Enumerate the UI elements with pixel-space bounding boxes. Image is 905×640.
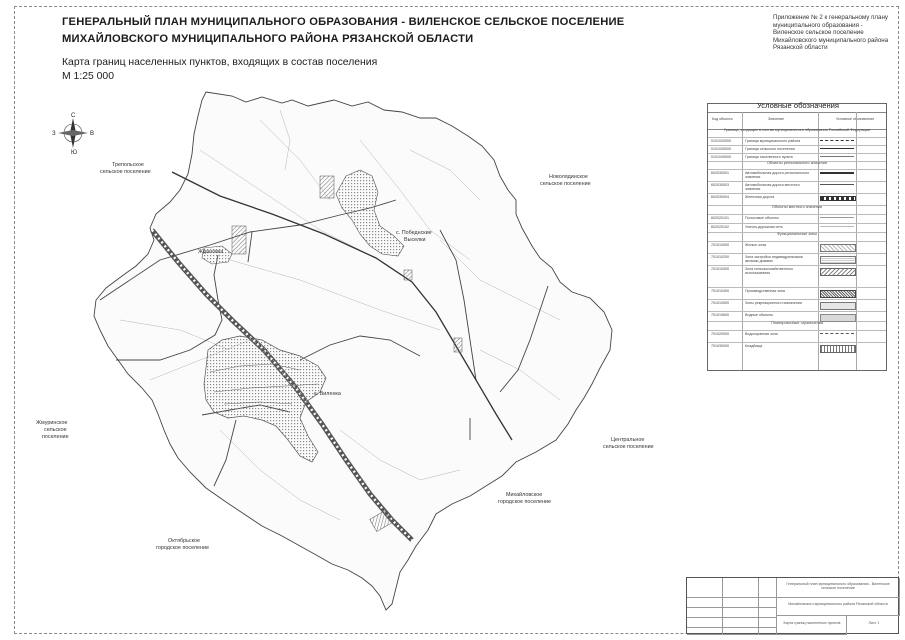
stamp-sheet-title-cell (777, 616, 847, 635)
compass-north: С (71, 113, 76, 119)
legend-code: 0101030000 (711, 147, 731, 151)
legend-symbol-production (820, 290, 856, 298)
legend-symbol-agricultural (820, 268, 856, 276)
label-vilenka: с. Виленка (314, 391, 341, 397)
legend-code: 701020000 (711, 332, 729, 336)
legend-header-name: Значение (768, 117, 784, 121)
legend-name: Полосовые объекты (745, 216, 779, 220)
legend-section-title: Планировочные ограничения (708, 321, 886, 331)
legend-header-code: Код объекта (712, 117, 733, 121)
label-tsentralnoe-1: Центральное (611, 437, 645, 443)
stamp-line-2: Михайловского муниципального района Рязанской области (788, 602, 888, 606)
legend-section-title: Функциональные зоны (708, 232, 886, 242)
legend-name: Жилые зоны (745, 243, 767, 247)
legend-symbol-local-road (820, 184, 854, 190)
label-zhmurinskoe-1: Жмуринское (36, 420, 68, 426)
stamp-name-cell (777, 598, 900, 616)
appendix-line: Виленское сельское поселение (773, 29, 864, 37)
map-title: Карта границ населенных пунктов, входящих в состав поселения (62, 57, 378, 68)
legend-name: Граница населенного пункта (745, 155, 793, 159)
legend-symbol-recreation (820, 302, 856, 310)
compass-west: З (52, 131, 56, 137)
stamp-grid-row (687, 598, 777, 608)
legend-name: Водоохранная зона (745, 332, 778, 336)
stamp-line-1: Генеральный план муниципального образования - Виленское сельское поселение (786, 582, 890, 590)
label-mikhailovskoe-2: городское поселение (498, 499, 552, 505)
label-tsentralnoe-2: сельское поселение (603, 444, 654, 450)
label-zhmurinskoe-2: сельское (44, 427, 67, 433)
legend-code: 701010400 (711, 289, 729, 293)
stamp-sheet-number: Лист 1 (868, 621, 880, 625)
industrial-zone-east (454, 338, 462, 352)
label-novolednevskoe-1: Новолядинское (549, 174, 588, 180)
compass-south: Ю (71, 150, 78, 156)
map-scale: М 1:25 000 (62, 71, 114, 82)
compass-east: В (90, 131, 95, 137)
legend-name: Зоны рекреационного назначения (745, 301, 802, 305)
stamp-grid-row (687, 618, 777, 628)
label-mikhailovskoe-1: Михайловское (506, 492, 543, 498)
legend-code: 0101040000 (711, 155, 731, 159)
appendix-line: Приложение № 2 к генеральному плану (773, 14, 888, 21)
legend-code: 602020101 (711, 216, 729, 220)
label-oktyabrskoe-1: Октябрьское (168, 538, 201, 544)
label-trepolskoe-1: Трепольское (112, 162, 144, 168)
legend-name: Водные объекты (745, 313, 774, 317)
industrial-zone-pobedinskie (320, 176, 334, 198)
legend-symbol-cemetery (820, 345, 856, 353)
legend-code: 701010500 (711, 301, 729, 305)
label-oktyabrskoe-2: городское поселение (156, 545, 210, 551)
legend-section-title: Объекты регионального значения (708, 161, 886, 170)
stamp-grid-col (705, 578, 723, 635)
legend-name: Кладбища (745, 344, 763, 348)
legend-name: Улично-дорожная сеть (745, 225, 783, 229)
label-zhdanovka: Ждановка (198, 249, 224, 255)
legend-code: 602030001 (711, 171, 729, 175)
legend-name: Производственная зона (745, 289, 785, 293)
legend-name: Автомобильная дорога регионального значения (745, 171, 810, 180)
legend-name: Автомобильная дорога местного значения (745, 183, 800, 192)
legend-code: 701010200 (711, 255, 729, 259)
legend-code: 701010000 (711, 243, 729, 247)
legend-symbol-residential (820, 244, 856, 252)
compass-rose-icon (52, 113, 94, 156)
stamp-line-3: Карта границ населенных пунктов (783, 621, 841, 625)
legend-symbol-water-protection (820, 333, 854, 339)
legend-section-title: Граница, входящих в состав муниципального образования Российской Федерации (708, 128, 886, 138)
stamp-grid-row (687, 608, 777, 618)
legend-code: 701010300 (711, 267, 729, 271)
stamp-grid-row (687, 588, 777, 598)
settlement-boundary (94, 92, 612, 610)
legend-row (708, 342, 886, 354)
label-zhmurinskoe-3: поселение (42, 434, 69, 440)
legend-title: Условные обозначения (756, 101, 840, 110)
appendix-line: муниципального образования - (773, 21, 863, 29)
industrial-zone-zhdanovka (232, 226, 246, 254)
label-pobedinskie-1: с. Победнские (396, 230, 432, 236)
main-title-line-1: ГЕНЕРАЛЬНЫЙ ПЛАН МУНИЦИПАЛЬНОГО ОБРАЗОВАНИЯ - ВИЛЕНСКОЕ СЕЛЬСКОЕ ПОСЕЛЕНИЕ (62, 16, 625, 28)
label-novolednevskoe-2: сельское поселение (540, 181, 591, 187)
legend-panel (707, 103, 887, 371)
legend-symbol-railway (820, 196, 856, 201)
main-title-line-2: МИХАЙЛОВСКОГО МУНИЦИПАЛЬНОГО РАЙОНА РЯЗАНСКОЙ ОБЛАСТИ (62, 33, 474, 45)
legend-header-symbol: Условное обозначение (836, 117, 875, 121)
legend-name: Железная дорога (745, 195, 775, 199)
legend-symbol-individual-housing (820, 256, 856, 264)
legend-name: Зона застройки индивидуальными жилыми домами (745, 255, 803, 264)
legend-code: 701010600 (711, 313, 729, 317)
stamp-grid-col (741, 578, 759, 635)
legend-code: 701030000 (711, 344, 729, 348)
title-block-stamp (686, 577, 899, 634)
legend-section-title: Объекты местного значения (708, 205, 886, 215)
appendix-line: Рязанской области (773, 44, 828, 52)
legend-code: 602030003 (711, 183, 729, 187)
legend-name: Зона сельскохозяйственного использования (745, 267, 793, 276)
label-trepolskoe-2: сельское поселение (100, 169, 151, 175)
legend-name: Граница сельского поселения (745, 147, 795, 151)
legend-code: 602020102 (711, 225, 729, 229)
legend-code: 0101020000 (711, 139, 731, 143)
legend-row (708, 265, 886, 288)
legend-symbol-regional-road (820, 172, 854, 179)
legend-code: 602030004 (711, 195, 729, 199)
legend-name: Граница муниципального района (745, 139, 801, 143)
label-pobedinskie-2: Выселки (404, 237, 426, 243)
industrial-zone-road (404, 270, 412, 280)
appendix-line: Михайловского муниципального района (773, 36, 889, 44)
